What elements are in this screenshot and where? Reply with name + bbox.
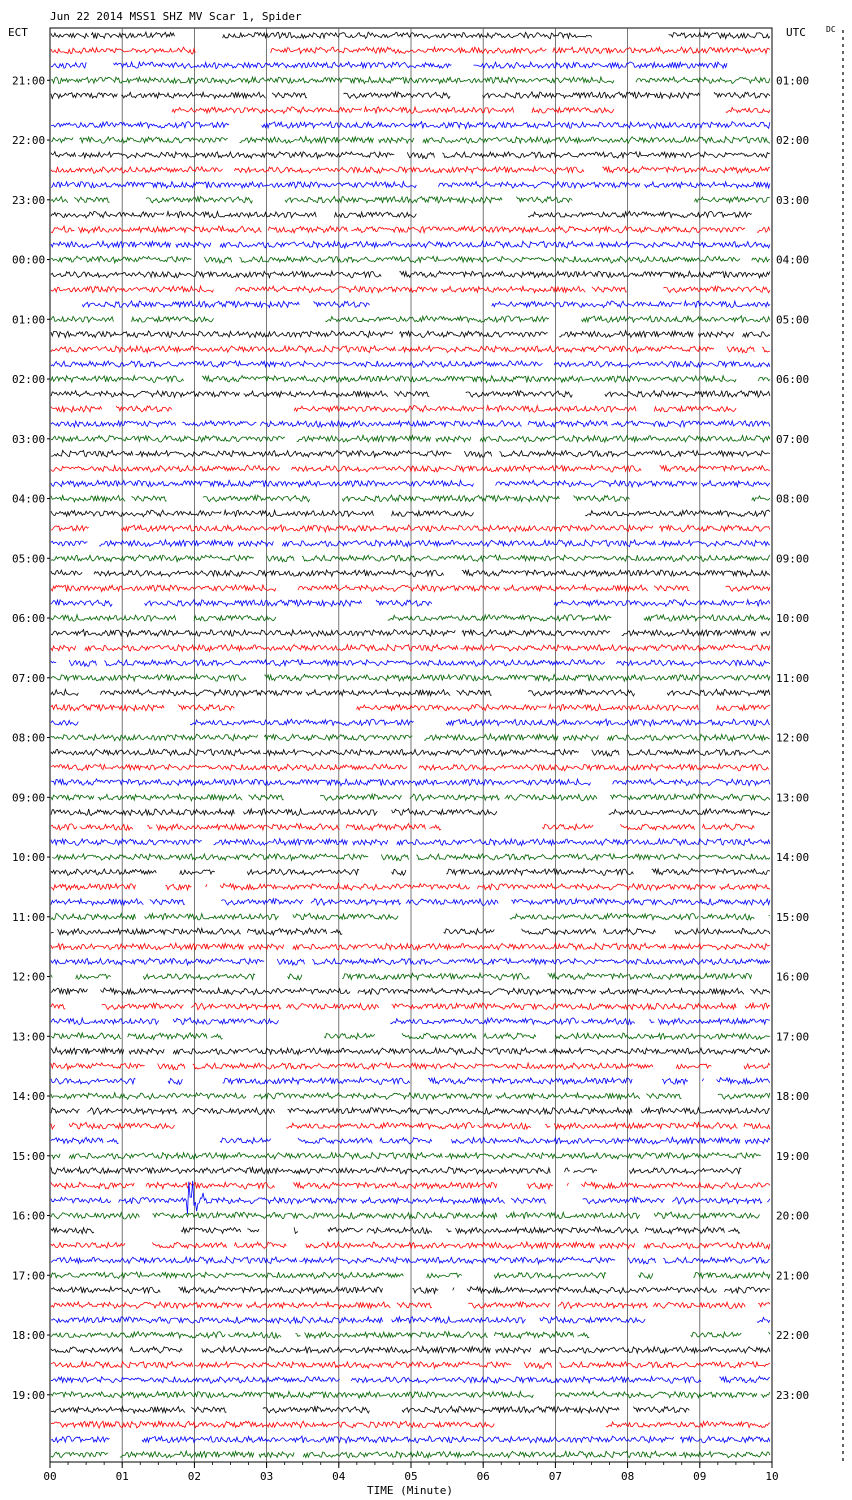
trace-row (51, 376, 770, 383)
right-hour-label: 09:00 (776, 552, 810, 566)
trace-row (51, 465, 770, 472)
trace-row (51, 1257, 770, 1264)
x-axis-title: TIME (Minute) (366, 1484, 454, 1497)
trace-row (51, 1108, 770, 1115)
trace-row (51, 1137, 770, 1144)
trace-row (51, 660, 770, 667)
left-hour-label: 07:00 (12, 671, 46, 685)
trace-row (51, 913, 770, 920)
trace-row (51, 77, 770, 84)
left-hour-label: 09:00 (12, 791, 46, 805)
trace-row (51, 1048, 770, 1055)
trace-row (51, 331, 770, 338)
trace-row (51, 928, 770, 935)
trace-row (51, 316, 770, 323)
trace-row (51, 1018, 770, 1025)
left-hour-label: 16:00 (12, 1209, 46, 1223)
left-hour-label: 13:00 (12, 1030, 46, 1044)
x-tick-label: 07 (548, 1470, 563, 1483)
left-hour-label: 12:00 (12, 970, 46, 984)
trace-row (51, 824, 754, 831)
trace-row (51, 779, 770, 786)
x-tick-label: 04 (332, 1470, 346, 1483)
trace-row (51, 630, 770, 637)
trace-row (51, 1406, 689, 1413)
trace-row (51, 510, 770, 517)
trace-row (51, 615, 770, 622)
trace-row (51, 794, 770, 801)
trace-row (82, 301, 770, 308)
trace-row (51, 1212, 760, 1219)
right-hour-label: 22:00 (776, 1329, 810, 1343)
trace-row (51, 420, 770, 427)
trace-row (51, 958, 770, 965)
trace-row (51, 167, 770, 174)
left-hour-label: 02:00 (12, 373, 46, 387)
trace-row (51, 226, 770, 233)
left-hour-label: 22:00 (12, 134, 46, 148)
right-hour-label: 19:00 (776, 1149, 810, 1163)
trace-row (51, 92, 770, 99)
trace-row (51, 764, 769, 771)
trace-row (51, 211, 752, 218)
right-hour-label: 04:00 (776, 253, 810, 267)
left-hour-labels (12, 74, 50, 1402)
trace-row (51, 495, 770, 502)
trace-row (51, 450, 770, 457)
trace-row (51, 1122, 770, 1129)
trace-row (51, 943, 770, 950)
trace-row (51, 182, 770, 189)
chart-title: Jun 22 2014 MSS1 SHZ MV Scar 1, Spider (50, 10, 302, 23)
right-hour-label: 10:00 (776, 612, 810, 626)
trace-row (51, 555, 770, 562)
trace-row (51, 973, 752, 980)
right-hour-label: 07:00 (776, 432, 810, 446)
trace-row (51, 585, 770, 592)
trace-row (51, 1287, 770, 1294)
x-tick-label: 03 (259, 1470, 274, 1483)
right-hour-label: 05:00 (776, 313, 810, 327)
right-hour-label: 21:00 (776, 1269, 810, 1283)
trace-row (51, 271, 770, 278)
trace-row (51, 674, 770, 681)
trace-row (51, 734, 770, 741)
trace-row (51, 32, 770, 39)
left-hour-label: 04:00 (12, 492, 46, 506)
trace-row (51, 884, 770, 891)
trace-row (51, 1376, 770, 1383)
left-hour-label: 08:00 (12, 731, 46, 745)
left-hour-label: 03:00 (12, 432, 46, 446)
trace-row (51, 241, 770, 248)
right-hour-label: 14:00 (776, 851, 810, 865)
trace-row (51, 1078, 770, 1085)
x-tick-label: 02 (187, 1470, 202, 1483)
right-hour-label: 01:00 (776, 74, 810, 88)
left-hour-label: 17:00 (12, 1269, 46, 1283)
trace-row (51, 1182, 770, 1189)
right-hour-label: 11:00 (776, 671, 810, 685)
trace-row (51, 435, 770, 442)
right-hour-label: 15:00 (776, 910, 810, 924)
right-hour-label: 06:00 (776, 373, 810, 387)
trace-row (51, 689, 770, 696)
trace-row (51, 196, 770, 203)
trace-row (51, 869, 770, 876)
x-tick-label: 01 (115, 1470, 129, 1483)
x-tick-label: 10 (765, 1470, 779, 1483)
right-timezone-label: UTC (786, 26, 806, 39)
right-hour-labels (776, 74, 809, 1402)
left-hour-label: 00:00 (12, 253, 46, 267)
trace-row (51, 600, 770, 607)
left-hour-label: 01:00 (12, 313, 46, 327)
right-hour-label: 13:00 (776, 791, 810, 805)
right-hour-label: 02:00 (776, 134, 810, 148)
trace-row (51, 361, 770, 368)
trace-row (51, 645, 770, 652)
left-hour-label: 15:00 (12, 1149, 46, 1163)
trace-row (51, 1003, 770, 1010)
right-hour-label: 20:00 (776, 1209, 810, 1223)
x-tick-label: 06 (476, 1470, 490, 1483)
trace-row (51, 1063, 770, 1070)
left-hour-label: 18:00 (12, 1329, 46, 1343)
trace-row (51, 540, 770, 547)
trace-row (51, 137, 770, 144)
trace-group (51, 32, 770, 1458)
right-hour-label: 17:00 (776, 1030, 810, 1044)
right-hour-label: 12:00 (776, 731, 810, 745)
trace-row (51, 346, 770, 353)
trace-row (51, 1093, 770, 1100)
trace-row (51, 122, 770, 129)
trace-row (51, 1451, 770, 1458)
trace-row (51, 1332, 770, 1339)
trace-row (51, 570, 770, 577)
trace-row (51, 1227, 740, 1234)
trace-row (51, 1362, 770, 1369)
right-hour-label: 23:00 (776, 1388, 810, 1402)
left-hour-label: 19:00 (12, 1388, 46, 1402)
left-hour-label: 05:00 (12, 552, 46, 566)
trace-row (51, 62, 727, 69)
trace-row (51, 749, 770, 756)
trace-row (51, 286, 770, 293)
trace-row (51, 1317, 770, 1324)
left-hour-label: 10:00 (12, 851, 46, 865)
x-tick-label: 09 (693, 1470, 707, 1483)
right-hour-label: 03:00 (776, 193, 810, 207)
trace-row (51, 256, 770, 263)
trace-row (51, 1167, 741, 1174)
trace-row (51, 525, 770, 532)
trace-row (51, 152, 770, 159)
trace-row (51, 809, 770, 816)
trace-row (51, 899, 770, 906)
left-timezone-label: ECT (8, 26, 28, 39)
trace-row (51, 1436, 770, 1443)
trace-row (51, 1347, 770, 1354)
trace-row (51, 391, 770, 398)
trace-row (51, 1181, 770, 1214)
trace-row (51, 704, 770, 711)
trace-row (51, 1152, 761, 1159)
left-hour-label: 06:00 (12, 612, 46, 626)
left-hour-label: 11:00 (12, 910, 46, 924)
x-tick-label: 00 (43, 1470, 57, 1483)
right-hour-label: 16:00 (776, 970, 810, 984)
x-tick-label: 05 (404, 1470, 418, 1483)
right-hour-label: 18:00 (776, 1090, 810, 1104)
trace-row (51, 1272, 770, 1279)
trace-row (51, 1033, 770, 1040)
trace-row (51, 1242, 770, 1249)
x-tick-label: 08 (620, 1470, 635, 1483)
trace-row (51, 1392, 770, 1399)
dc-tag: DC (826, 25, 836, 34)
x-axis (43, 1462, 778, 1483)
left-hour-label: 14:00 (12, 1090, 46, 1104)
left-hour-label: 23:00 (12, 193, 46, 207)
trace-row (51, 480, 770, 487)
trace-row (51, 47, 770, 54)
right-hour-label: 08:00 (776, 492, 810, 506)
trace-row (51, 1421, 770, 1428)
trace-row (51, 988, 770, 995)
trace-row (51, 1302, 770, 1309)
trace-row (51, 839, 770, 846)
left-hour-label: 21:00 (12, 74, 46, 88)
trace-row (51, 406, 736, 413)
trace-row (51, 719, 770, 726)
trace-row (172, 107, 770, 114)
